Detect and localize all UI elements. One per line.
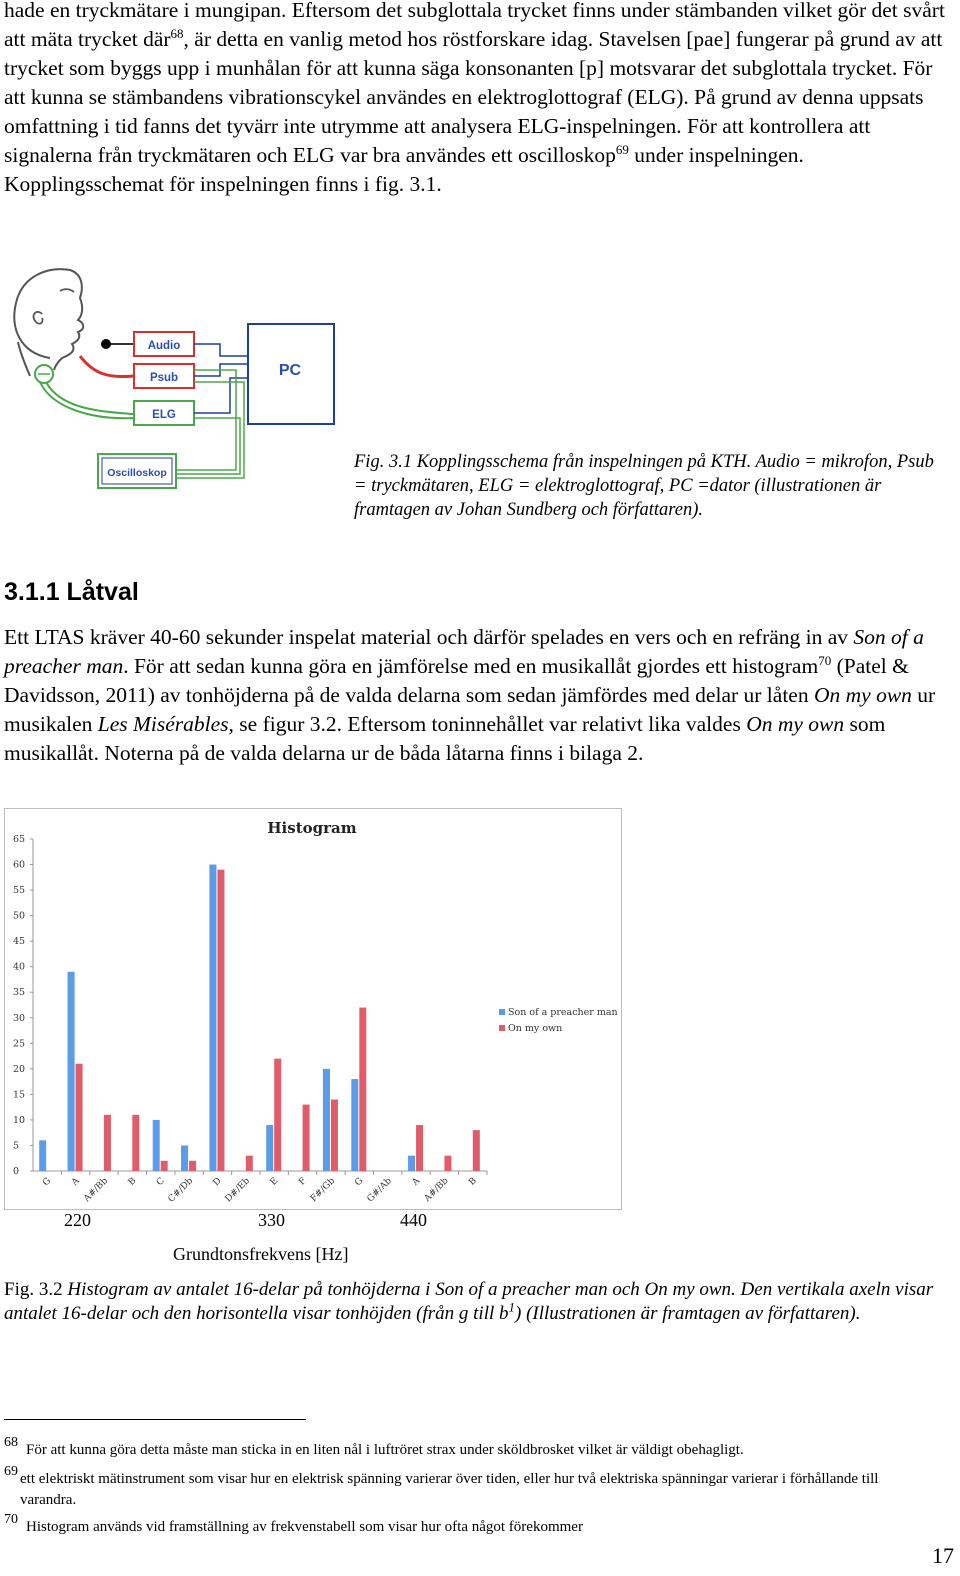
bar-son-of-a-preacher-man bbox=[323, 1069, 330, 1171]
y-tick-label: 50 bbox=[13, 910, 26, 922]
footnote-ref-69[interactable]: 69 bbox=[615, 141, 629, 157]
y-tick-label: 5 bbox=[13, 1140, 20, 1152]
bar-on-my-own bbox=[444, 1156, 451, 1171]
bar-on-my-own bbox=[161, 1161, 168, 1171]
bar-on-my-own bbox=[189, 1161, 196, 1171]
legend-swatch bbox=[499, 1025, 505, 1031]
psub-label: Psub bbox=[149, 372, 179, 384]
x-tick-label: C#/Db bbox=[166, 1176, 196, 1205]
section-heading: 3.1.1 Låtval bbox=[4, 578, 139, 606]
x-tick-label: D#/Eb bbox=[223, 1176, 252, 1205]
scope-wire-2 bbox=[175, 418, 240, 474]
y-tick-label: 65 bbox=[13, 834, 26, 845]
scope-wire-3 bbox=[175, 382, 244, 478]
x-tick-label: B bbox=[467, 1176, 479, 1188]
elg-to-pc-wire bbox=[194, 378, 248, 413]
y-tick-label: 20 bbox=[13, 1063, 26, 1075]
y-tick-label: 60 bbox=[13, 859, 26, 871]
x-tick-label: B bbox=[126, 1176, 139, 1188]
page-number: 17 bbox=[932, 1543, 954, 1568]
x-tick-label: G bbox=[353, 1176, 366, 1189]
elg-wire bbox=[46, 382, 134, 414]
x-extra-label-330: 330 bbox=[258, 1210, 285, 1230]
bar-son-of-a-preacher-man bbox=[408, 1156, 415, 1171]
bar-on-my-own bbox=[473, 1130, 480, 1171]
bar-on-my-own bbox=[217, 870, 224, 1171]
y-tick-label: 35 bbox=[13, 987, 26, 999]
x-tick-label: D bbox=[211, 1176, 224, 1189]
elg-label: ELG bbox=[152, 409, 176, 421]
legend-swatch bbox=[499, 1009, 505, 1015]
fig1-caption: Fig. 3.1 Kopplingsschema från inspelningen på KTH. Audio = mikrofon, Psub = tryckmätaren, ELG = elektroglottograf, PC =dator (illustrationen är framtagen av Johan Sundberg och författaren). bbox=[354, 452, 934, 520]
bar-on-my-own bbox=[76, 1064, 83, 1171]
bar-son-of-a-preacher-man bbox=[39, 1140, 46, 1171]
footnote-ref-70[interactable]: 70 bbox=[818, 652, 832, 668]
bar-son-of-a-preacher-man bbox=[68, 972, 75, 1171]
wiring-diagram bbox=[0, 258, 345, 503]
y-tick-label: 10 bbox=[13, 1114, 26, 1126]
bar-son-of-a-preacher-man bbox=[209, 865, 216, 1171]
x-extra-label-220: 220 bbox=[64, 1210, 91, 1230]
x-tick-label: G#/Ab bbox=[365, 1176, 394, 1205]
section-paragraph: Ett LTAS kräver 40-60 sekunder inspelat material och därför spelades en vers och en refräng in av Son of a preacher man. För att sedan kunna göra en jämförelse med en musikallåt gjordes ett histogram$^{70}$ (Patel & Davidsson, 2011) av tonhöjderna på de valda delarna som sedan jämfördes med delar ur låten On my own ur musikalen Les Misérables, se figur 3.2. Eftersom toninnehållet var relativt lika valdes On my own som musikallåt. Noterna på de valda delarna ur de båda låtarna finns i bilaga 2. bbox=[4, 625, 936, 765]
chart-title: Histogram bbox=[267, 819, 357, 837]
ear-shape bbox=[34, 312, 43, 324]
y-tick-label: 40 bbox=[13, 961, 26, 973]
x-tick-label: F bbox=[297, 1176, 309, 1188]
y-tick-label: 25 bbox=[13, 1038, 26, 1050]
bar-on-my-own bbox=[274, 1059, 281, 1171]
eyebrow bbox=[60, 289, 74, 292]
microphone-icon bbox=[101, 339, 111, 349]
pressure-tube bbox=[80, 356, 134, 377]
y-tick-label: 45 bbox=[13, 936, 26, 948]
bar-on-my-own bbox=[132, 1115, 139, 1171]
footnote-rule bbox=[4, 1419, 306, 1420]
histogram-chart bbox=[4, 808, 622, 1210]
x-extra-label-440: 440 bbox=[400, 1210, 427, 1230]
x-tick-label: A bbox=[70, 1176, 82, 1188]
x-tick-label: A bbox=[410, 1176, 423, 1188]
intro-paragraph: hade en tryckmätare i mungipan. Eftersom det subglottala trycket finns under stämbanden vilket gör det svårt att mäta trycket där$^{68}$, är detta en vanlig metod hos röstforskare idag. Stavelsen [pae] fungerar på grund av att trycket som byggs upp i munhålan för att kunna säga konsonanten [p] motsvarar det subglottala trycket. För att kunna se stämbandens vibrationscykel användes en elektroglottograf (ELG). På grund av denna uppsats omfattning i tid fanns det tyvärr inte utrymme att analysera ELG-inspelningen. För att kontrollera att signalerna från tryckmätaren och ELG var bra användes ett oscilloskop$^{69}$ under inspelningen. Kopplingsschemat för inspelningen finns i fig. 3.1. bbox=[4, 0, 945, 196]
bar-son-of-a-preacher-man bbox=[181, 1145, 188, 1171]
footnote-ref-68[interactable]: 68 bbox=[170, 25, 184, 41]
x-tick-label: A#/Bb bbox=[422, 1176, 451, 1204]
footnote-68: 68 För att kunna göra detta måste man sticka in en liten nål i luftröret strax under sköldbrosket vilket är väldigt obehagligt. bbox=[4, 1435, 744, 1458]
head-profile-outline bbox=[14, 269, 83, 370]
footnote-70: 70 Histogram används vid framställning av frekvenstabell som visar hur ofta något förekommer bbox=[4, 1512, 583, 1535]
x-tick-label: G bbox=[41, 1176, 54, 1189]
x-tick-label: E bbox=[268, 1176, 281, 1188]
y-tick-label: 55 bbox=[13, 885, 26, 897]
bar-son-of-a-preacher-man bbox=[266, 1125, 273, 1171]
fig2-caption: Fig. 3.2 Histogram av antalet 16-delar på tonhöjderna i Son of a preacher man och On my own. Den vertikala axeln visar antalet 16-delar och den horisontella visar tonhöjden (från g till $b^1$) (Illustrationen är framtagen av författaren). bbox=[4, 1279, 934, 1324]
audio-label: Audio bbox=[147, 340, 181, 352]
y-tick-label: 30 bbox=[13, 1012, 26, 1024]
bar-on-my-own bbox=[359, 1008, 366, 1171]
pc-label: PC bbox=[278, 362, 302, 379]
x-tick-label: F#/Gb bbox=[308, 1176, 338, 1205]
histogram-svg bbox=[5, 809, 621, 1209]
bar-son-of-a-preacher-man bbox=[351, 1079, 358, 1171]
x-axis-label: Grundtonsfrekvens [Hz] bbox=[173, 1244, 349, 1264]
x-tick-label: A#/Bb bbox=[82, 1176, 111, 1204]
legend-label: Son of a preacher man bbox=[508, 1007, 618, 1018]
footnote-69: 69 ett elektriskt mätinstrument som visar hur en elektrisk spänning varierar över tiden, eller hur två elektriska spänningar varierar i förhållande till varandra. bbox=[4, 1464, 879, 1508]
legend-label: On my own bbox=[508, 1023, 563, 1034]
bar-son-of-a-preacher-man bbox=[153, 1120, 160, 1171]
head-jaw-line bbox=[18, 342, 30, 376]
y-tick-label: 0 bbox=[13, 1166, 20, 1177]
bar-on-my-own bbox=[104, 1115, 111, 1171]
bar-on-my-own bbox=[303, 1105, 310, 1171]
bar-on-my-own bbox=[246, 1156, 253, 1171]
x-tick-label: C bbox=[154, 1176, 167, 1188]
audio-to-pc-wire bbox=[194, 344, 248, 356]
bar-on-my-own bbox=[416, 1125, 423, 1171]
oscilloscope-label: Oscilloskop bbox=[107, 467, 167, 479]
y-tick-label: 15 bbox=[13, 1089, 26, 1101]
bar-on-my-own bbox=[331, 1099, 338, 1171]
